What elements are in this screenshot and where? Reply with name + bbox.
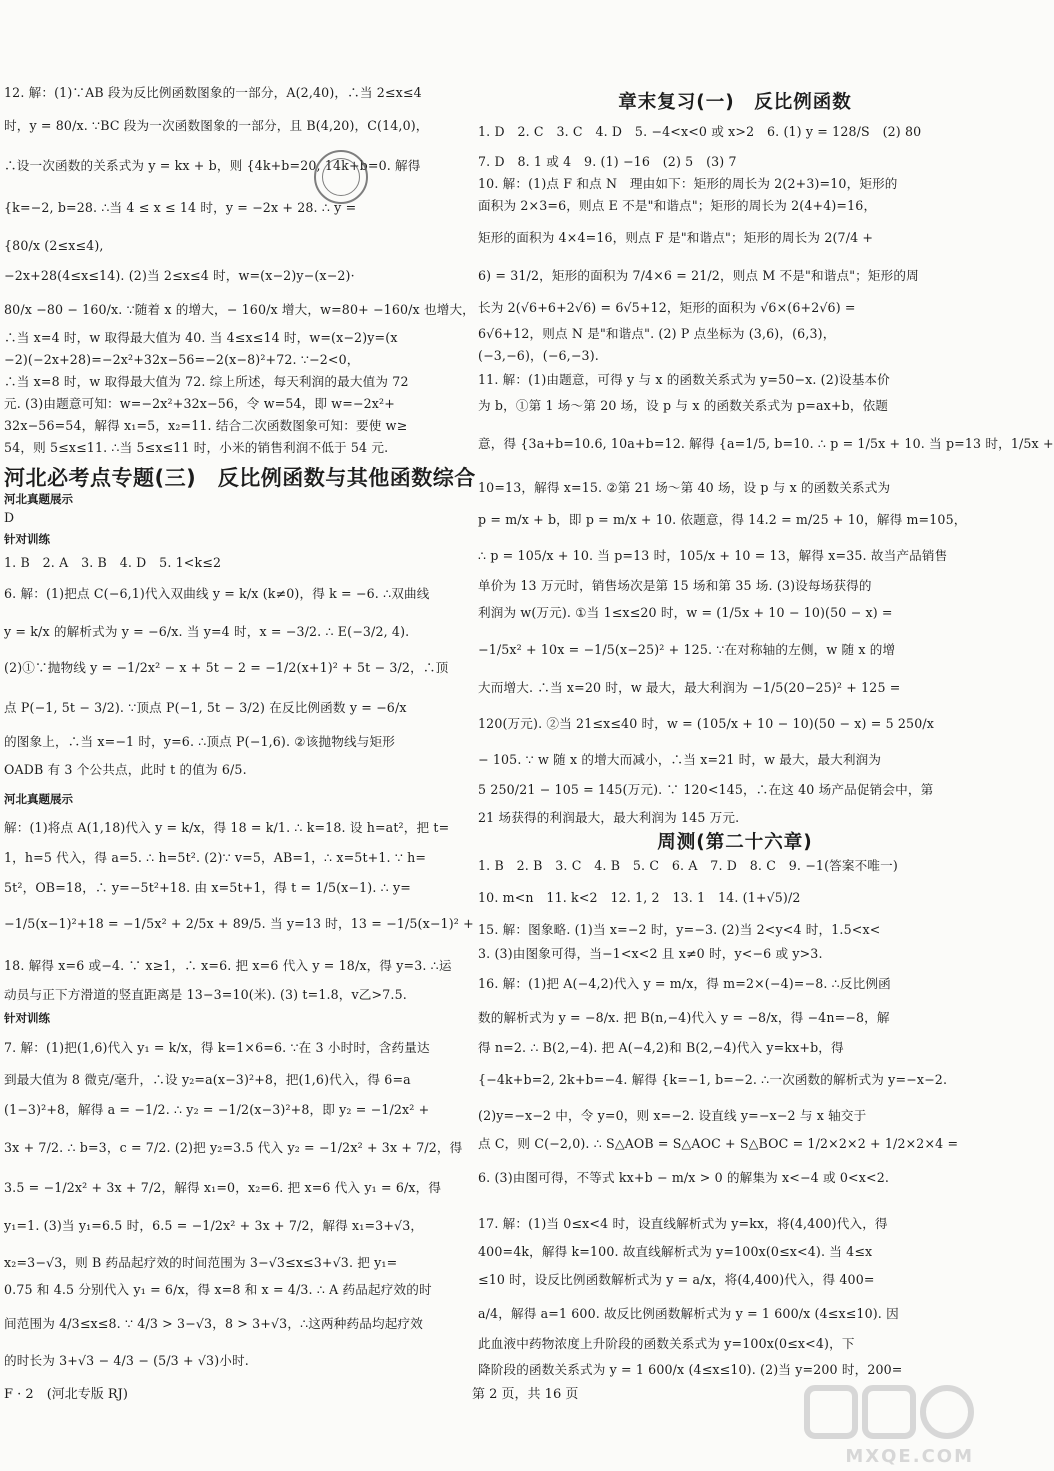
text-line: 点 P(−1, 5t − 3/2). ∵顶点 P(−1, 5t − 3/2) 在反比例函数 y = −6/x — [4, 700, 407, 715]
text-line: 80/x −80 − 160/x. ∵随着 x 的增大，− 160/x 增大，w=80+ −160/x 也增大， — [4, 302, 475, 317]
text-line: 间范围为 4/3≤x≤8. ∵ 4/3 > 3−√3，8 > 3+√3，∴这两种药品均起疗效 — [4, 1316, 423, 1331]
subsection-label: 针对训练 — [4, 532, 50, 546]
text-line: −2)(−2x+28)=−2x²+32x−56=−2(x−8)²+72. ∵−2<0， — [4, 352, 360, 367]
text-line: (2)y=−x−2 中，令 y=0，则 x=−2. 设直线 y=−x−2 与 x 轴交于 — [478, 1108, 867, 1123]
text-line: −2x+28(4≤x≤14). (2)当 2≤x≤4 时，w=(x−2)y−(x−2)· — [4, 268, 355, 283]
section-title: 章末复习(一) 反比例函数 — [618, 92, 852, 113]
text-line: 为 b，①第 1 场～第 20 场，设 p 与 x 的函数关系式为 p=ax+b，依题 — [478, 398, 889, 413]
text-line: 动员与正下方滑道的竖直距离是 13−3=10(米). (3) t=1.8，v乙>7.5. — [4, 987, 407, 1002]
text-line: x₂=3−√3，则 B 药品起疗效的时间范围为 3−√3≤x≤3+√3. 把 y₁= — [4, 1255, 398, 1270]
text-line: ≤10 时，设反比例函数解析式为 y = a/x，将(4,400)代入，得 400= — [478, 1272, 875, 1287]
footer-edition: F · 2 (河北专版 RJ) — [4, 1387, 128, 1402]
text-line: 7. 解：(1)把(1,6)代入 y₁ = k/x，得 k=1×6=6. ∵在 3 小时时，含药量达 — [4, 1040, 430, 1055]
subsection-label: 河北真题展示 — [4, 792, 73, 806]
text-line: −1/5(x−1)²+18 = −1/5x² + 2/5x + 89/5. 当 y=13 时，13 = −1/5(x−1)² + — [4, 916, 474, 931]
text-line: 18. 解得 x=6 或−4. ∵ x≥1，∴ x=6. 把 x=6 代入 y = 18/x，得 y=3. ∴运 — [4, 958, 452, 973]
text-line: ∴当 x=8 时，w 取得最大值为 72. 综上所述，每天利润的最大值为 72 — [4, 374, 409, 389]
subsection-label: 针对训练 — [4, 1011, 50, 1025]
text-line: 到最大值为 8 微克/毫升，∴设 y₂=a(x−3)²+8，把(1,6)代入，得 6=a — [4, 1072, 411, 1087]
text-line: 点 C，则 C(−2,0). ∴ S△AOB = S△AOC + S△BOC = 1/2×2×2 + 1/2×2×4 = — [478, 1136, 959, 1151]
text-line: 120(万元). ②当 21≤x≤40 时，w = (105/x + 10 − 10)(50 − x) = 5 250/x — [478, 716, 935, 731]
text-line: 大而增大. ∴当 x=20 时，w 最大，最大利润为 −1/5(20−25)² + 125 = — [478, 680, 901, 695]
subsection-label: 河北真题展示 — [4, 492, 73, 506]
text-line: {k=−2, b=28. ∴当 4 ≤ x ≤ 14 时，y = −2x + 28. ∴ y = — [4, 200, 357, 215]
text-line: 6) = 31/2，矩形的面积为 7/4×6 = 21/2，则点 M 不是"和谐点"；矩形的周 — [478, 268, 919, 283]
text-line: ∴当 x=4 时，w 取得最大值为 40. 当 4≤x≤14 时，w=(x−2)y=(x — [4, 330, 398, 345]
text-line: D — [4, 510, 15, 525]
text-line: 54，则 5≤x≤11. ∴当 5≤x≤11 时，小米的销售利润不低于 54 元. — [4, 440, 389, 455]
text-line: 1. B 2. A 3. B 4. D 5. 1<k≤2 — [4, 555, 222, 570]
section-title: 周测(第二十六章) — [657, 832, 813, 853]
text-line: {−4k+b=2, 2k+b=−4. 解得 {k=−1, b=−2. ∴一次函数的解析式为 y=−x−2. — [478, 1072, 948, 1087]
text-line: 17. 解：(1)当 0≤x<4 时，设直线解析式为 y=kx，将(4,400)代入，得 — [478, 1216, 888, 1231]
text-line: 降阶段的函数关系式为 y = 1 600/x (4≤x≤10). (2)当 y=200 时，200= — [478, 1362, 903, 1377]
text-line: 10. 解：(1)点 F 和点 N 理由如下：矩形的周长为 2(2+3)=10，矩形的 — [478, 176, 898, 191]
text-line: 11. 解：(1)由题意，可得 y 与 x 的函数关系式为 y=50−x. (2)设基本价 — [478, 372, 890, 387]
text-line: 长为 2(√6+6+2√6) = 6√5+12，矩形的面积为 √6×(6+2√6) = — [478, 300, 856, 315]
text-line: {80/x (2≤x≤4), — [4, 238, 104, 253]
text-line: p = m/x + b，即 p = m/x + 10. 依题意，得 14.2 = m/25 + 10，解得 m=105， — [478, 512, 967, 527]
text-line: 12. 解：(1)∵AB 段为反比例函数图象的一部分，A(2,40)，∴当 2≤x≤4 — [4, 85, 422, 100]
text-line: − 105. ∵ w 随 x 的增大而减小，∴当 x=21 时，w 最大，最大利润为 — [478, 752, 882, 767]
text-line: 1. D 2. C 3. C 4. D 5. −4<x<0 或 x>2 6. (1) y = 128/S (2) 80 — [478, 124, 922, 139]
text-line: y₁=1. (3)当 y₁=6.5 时，6.5 = −1/2x² + 3x + 7/2，解得 x₁=3+√3， — [4, 1218, 424, 1233]
text-line: 矩形的面积为 4×4=16，则点 F 是"和谐点"；矩形的周长为 2(7/4 + — [478, 230, 874, 245]
text-line: 元. (3)由题意可知：w=−2x²+32x−56，令 w=54，即 w=−2x²+ — [4, 396, 395, 411]
text-line: 6. (3)由图可得，不等式 kx+b − m/x > 0 的解集为 x<−4 或 0<x<2. — [478, 1170, 890, 1185]
text-line: 时，y = 80/x. ∵BC 段为一次函数图象的一部分，且 B(4,20)，C(14,0)， — [4, 118, 429, 133]
text-line: 10. m<n 11. k<2 12. 1, 2 13. 1 14. (1+√5)/2 — [478, 890, 801, 905]
text-line: 15. 解：图象略. (1)当 x=−2 时，y=−3. (2)当 2<y<4 时，1.5<x< — [478, 922, 881, 937]
text-line: 的图象上，∴当 x=−1 时，y=6. ∴顶点 P(−1,6). ②该抛物线与矩形 — [4, 734, 395, 749]
text-line: 单价为 13 万元时，销售场次是第 15 场和第 35 场. (3)设每场获得的 — [478, 578, 872, 593]
footer-page-number: 第 2 页，共 16 页 — [472, 1387, 579, 1402]
text-line: 400=4k，解得 k=100. 故直线解析式为 y=100x(0≤x<4). 当 4≤x — [478, 1244, 873, 1259]
text-line: 解：(1)将点 A(1,18)代入 y = k/x，得 18 = k/1. ∴ k=18. 设 h=at²，把 t= — [4, 820, 450, 835]
text-line: ∴ p = 105/x + 10. 当 p=13 时，105/x + 10 = 13，解得 x=35. 故当产品销售 — [478, 548, 948, 563]
text-line: OADB 有 3 个公共点，此时 t 的值为 6/5. — [4, 762, 247, 777]
text-line: ∴设一次函数的关系式为 y = kx + b，则 {4k+b=20, 14k+b=0. 解得 — [4, 158, 421, 173]
ink-stamp — [314, 150, 368, 204]
text-line: 利润为 w(万元). ①当 1≤x≤20 时，w = (1/5x + 10 − 10)(50 − x) = — [478, 605, 893, 620]
text-line: 32x−56=54，解得 x₁=5，x₂=11. 结合二次函数图象可知：要使 w≥ — [4, 418, 408, 433]
section-title: 河北必考点专题(三) 反比例函数与其他函数综合 — [4, 466, 476, 490]
text-line: 7. D 8. 1 或 4 9. (1) −16 (2) 5 (3) 7 — [478, 154, 737, 169]
text-line: 21 场获得的利润最大，最大利润为 145 万元. — [478, 810, 740, 825]
text-line: 面积为 2×3=6，则点 E 不是"和谐点"；矩形的周长为 2(4+4)=16， — [478, 198, 877, 213]
text-line: 6√6+12，则点 N 是"和谐点". (2) P 点坐标为 (3,6)，(6,3)， — [478, 326, 836, 341]
text-line: 16. 解：(1)把 A(−4,2)代入 y = m/x，得 m=2×(−4)=−8. ∴反比例函 — [478, 976, 891, 991]
text-line: 6. 解：(1)把点 C(−6,1)代入双曲线 y = k/x (k≠0)，得 k = −6. ∴双曲线 — [4, 586, 430, 601]
text-line: (−3,−6)，(−6,−3). — [478, 348, 599, 363]
text-line: 5 250/21 − 105 = 145(万元). ∵ 120<145，∴在这 40 场产品促销会中，第 — [478, 782, 934, 797]
text-line: 5t²，OB=18，∴ y=−5t²+18. 由 x=5t+1，得 t = 1/5(x−1). ∴ y= — [4, 880, 411, 895]
text-line: 3x + 7/2. ∴ b=3，c = 7/2. (2)把 y₂=3.5 代入 y₂ = −1/2x² + 3x + 7/2，得 — [4, 1140, 463, 1155]
text-line: y = k/x 的解析式为 y = −6/x. 当 y=4 时，x = −3/2. ∴ E(−3/2, 4). — [4, 624, 410, 639]
text-line: 的时长为 3+√3 − 4/3 − (5/3 + √3)小时. — [4, 1353, 249, 1368]
watermark-text: MXQE.COM — [845, 1446, 974, 1467]
text-line: 数的解析式为 y = −8/x. 把 B(n,−4)代入 y = −8/x，得 −4n=−8，解 — [478, 1010, 890, 1025]
text-line: 3.5 = −1/2x² + 3x + 7/2，解得 x₁=0，x₂=6. 把 x=6 代入 y₁ = 6/x，得 — [4, 1180, 442, 1195]
text-line: 3. (3)由图象可得，当−1<x<2 且 x≠0 时，y<−6 或 y>3. — [478, 946, 823, 961]
text-line: (1−3)²+8，解得 a = −1/2. ∴ y₂ = −1/2(x−3)²+8，即 y₂ = −1/2x² + — [4, 1102, 430, 1117]
text-line: −1/5x² + 10x = −1/5(x−25)² + 125. ∵在对称轴的左侧，w 随 x 的增 — [478, 642, 896, 657]
text-line: 得 n=2. ∴ B(2,−4). 把 A(−4,2)和 B(2,−4)代入 y=kx+b，得 — [478, 1040, 844, 1055]
text-line: 1，h=5 代入，得 a=5. ∴ h=5t². (2)∵ v=5，AB=1，∴ x=5t+1. ∵ h= — [4, 850, 427, 865]
text-line: 10=13，解得 x=15. ②第 21 场～第 40 场，设 p 与 x 的函数关系式为 — [478, 480, 891, 495]
text-line: 0.75 和 4.5 分别代入 y₁ = 6/x，得 x=8 和 x = 4/3. ∴ A 药品起疗效的时 — [4, 1282, 432, 1297]
text-line: a/4，解得 a=1 600. 故反比例函数解析式为 y = 1 600/x (4≤x≤10). 因 — [478, 1306, 899, 1321]
text-line: 此血液中药物浓度上升阶段的函数关系式为 y=100x(0≤x<4)，下 — [478, 1336, 855, 1351]
text-line: (2)①∵抛物线 y = −1/2x² − x + 5t − 2 = −1/2(x+1)² + 5t − 3/2，∴顶 — [4, 660, 449, 675]
text-line: 意，得 {3a+b=10.6, 10a+b=12. 解得 {a=1/5, b=10. ∴ p = 1/5x + 10. 当 p=13 时，1/5x + — [478, 436, 1054, 451]
text-line: 1. B 2. B 3. C 4. B 5. C 6. A 7. D 8. C 9. −1(答案不唯一) — [478, 858, 898, 873]
